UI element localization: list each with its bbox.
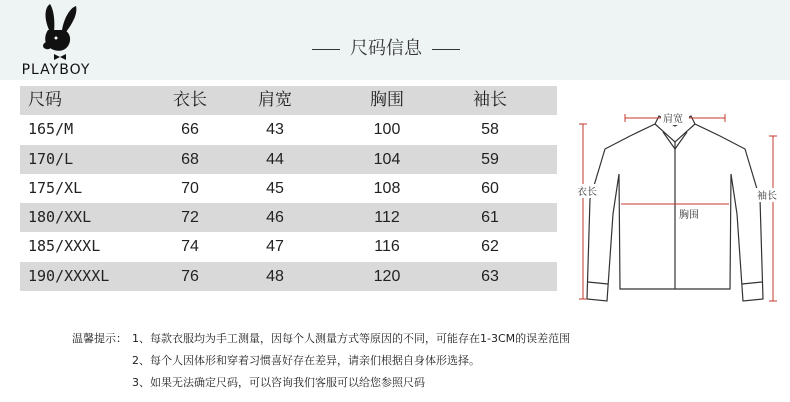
cell-size: 165/M: [28, 120, 74, 139]
diagram-chest-label: 胸围: [679, 210, 699, 221]
notes-prefix: 温馨提示：: [72, 332, 127, 345]
cell-sleeve: 61: [481, 209, 499, 227]
cell-chest: 100: [373, 121, 401, 139]
cell-shoulder: 45: [266, 179, 284, 197]
cell-length: 66: [181, 121, 199, 139]
cell-chest: 108: [373, 179, 401, 197]
cell-shoulder: 46: [266, 209, 284, 227]
cell-size: 185/XXXL: [28, 237, 101, 256]
cell-sleeve: 62: [481, 238, 499, 256]
cell-length: 74: [181, 238, 199, 256]
note-item: 1、每款衣服均为手工测量，因每个人测量方式等原因的不同，可能存在1-3CM的误差范围: [132, 332, 571, 345]
diagram-length-label: 衣长: [577, 187, 597, 198]
brand-name: PLAYBOY: [21, 62, 91, 78]
header-chest: 胸围: [370, 90, 404, 110]
table-row: [20, 262, 557, 291]
cell-shoulder: 43: [266, 121, 284, 139]
cell-size: 190/XXXXL: [28, 266, 110, 285]
table-header-row: [20, 86, 557, 115]
header-size: 尺码: [28, 90, 62, 110]
cell-size: 180/XXL: [28, 208, 92, 227]
cell-sleeve: 58: [481, 121, 499, 139]
diagram-shoulder-label: 肩宽: [663, 114, 683, 125]
cell-length: 70: [181, 179, 199, 197]
header-banner: [0, 0, 790, 80]
cell-chest: 120: [373, 267, 401, 285]
bunny-icon: [34, 2, 84, 62]
cell-chest: 116: [374, 238, 400, 256]
cell-shoulder: 44: [266, 150, 284, 168]
shirt-measurement-diagram: [575, 104, 785, 314]
cell-length: 76: [181, 267, 199, 285]
header-sleeve: 袖长: [473, 90, 507, 110]
table-row: [20, 232, 557, 261]
cell-shoulder: 48: [266, 267, 284, 285]
header-shoulder: 肩宽: [258, 90, 292, 110]
size-table: [20, 86, 557, 291]
title-right-dash: [432, 49, 460, 50]
cell-size: 170/L: [28, 149, 74, 168]
shirt-icon: [575, 104, 785, 314]
table-row: [20, 203, 557, 232]
note-item: 3、如果无法确定尺码，可以咨询我们客服可以给您参照尺码: [132, 376, 425, 389]
title-left-dash: [312, 49, 340, 50]
note-item: 2、每个人因体形和穿着习惯喜好存在差异，请亲们根据自身体形选择。: [132, 354, 480, 367]
cell-sleeve: 59: [481, 150, 499, 168]
cell-shoulder: 47: [266, 238, 284, 256]
cell-length: 72: [181, 209, 199, 227]
page-title: [302, 34, 470, 60]
diagram-sleeve-label: 袖长: [757, 191, 777, 202]
table-row: [20, 174, 557, 203]
table-row: [20, 145, 557, 174]
title-text: 尺码信息: [350, 38, 422, 59]
cell-chest: 104: [373, 150, 401, 168]
cell-size: 175/XL: [28, 178, 83, 197]
table-row: [20, 115, 557, 144]
cell-length: 68: [181, 150, 199, 168]
cell-sleeve: 60: [481, 179, 499, 197]
cell-chest: 112: [374, 209, 400, 227]
header-length: 衣长: [173, 90, 207, 110]
cell-sleeve: 63: [481, 267, 499, 285]
